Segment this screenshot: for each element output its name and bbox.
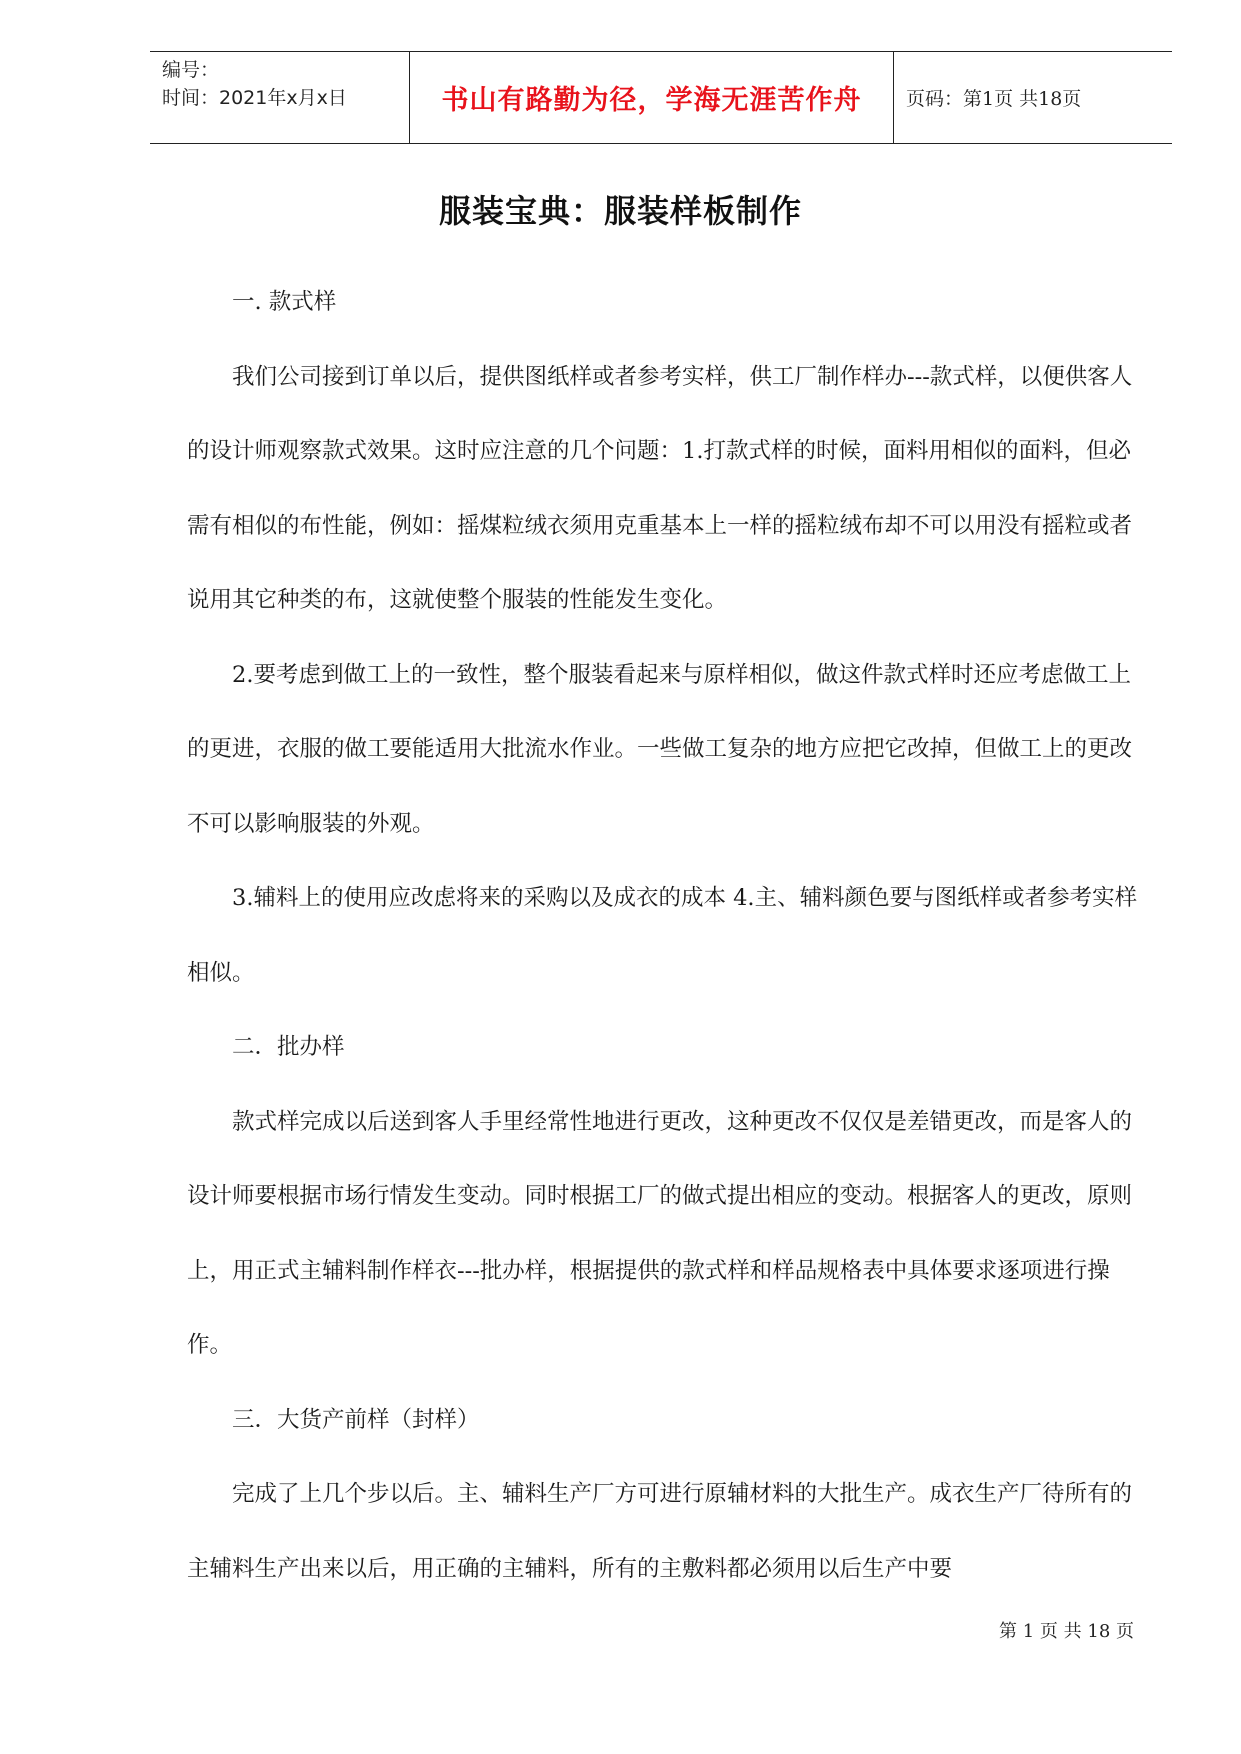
body-paragraph: 完成了上几个步以后。主、辅料生产厂方可进行原辅材料的大批生产。成衣生产厂待所有的主辅料生产出来以后，用正确的主辅料，所有的主敷料都必须用以后生产中要 [187,1481,1133,1582]
header-number-label: 编号： [162,59,220,81]
header-page-label: 页码：第1页 共18页 [906,88,1082,110]
body-paragraph: 2.要考虑到做工上的一致性，整个服装看起来与原样相似，做这件款式样时还应考虑做工上的更进，衣服的做工要能适用大批流水作业。一些做工复杂的地方应把它改掉，但做工上的更改不可以影响服装的外观。 [187,661,1133,837]
body-paragraph: 我们公司接到订单以后，提供图纸样或者参考实样，供工厂制作样办---款式样，以便供客人的设计师观察款式效果。这时应注意的几个问题：1.打款式样的时候，面料用相似的面料，但必需有相似的布性能，例如：摇煤粒绒衣须用克重基本上一样的摇粒绒布却不可以用没有摇粒或者说用其它种类的布，这就使整个服装的性能发生变化。 [187,363,1133,613]
section-heading-3: 三．大货产前样（封样） [232,1406,480,1433]
header-meta-cell [150,52,410,143]
body-paragraph: 3.辅料上的使用应改虑将来的采购以及成衣的成本 4.主、辅料颜色要与图纸样或者参考实样相似。 [187,885,1138,986]
section-heading-1: 一. 款式样 [232,289,337,315]
header-motto-cell [410,52,894,143]
body-paragraph: 款式样完成以后送到客人手里经常性地进行更改，这种更改不仅仅是差错更改，而是客人的设计师要根据市场行情发生变动。同时根据工厂的做式提出相应的变动。根据客人的更改，原则上，用正式主辅料制作样衣---批办样，根据提供的款式样和样品规格表中具体要求逐项进行操作。 [187,1108,1133,1358]
page-footer: 第 1 页 共 18 页 [999,1621,1134,1642]
section-heading-2: 二．批办样 [232,1034,345,1060]
header-motto: 书山有路勤为径，学海无涯苦作舟 [441,85,862,116]
header-page-cell [894,52,1172,143]
header-time-label: 时间：2021年x月x日 [162,87,347,109]
document-header [150,51,1172,144]
document-title: 服装宝典：服装样板制作 [438,192,802,230]
document-body [187,265,1147,1606]
